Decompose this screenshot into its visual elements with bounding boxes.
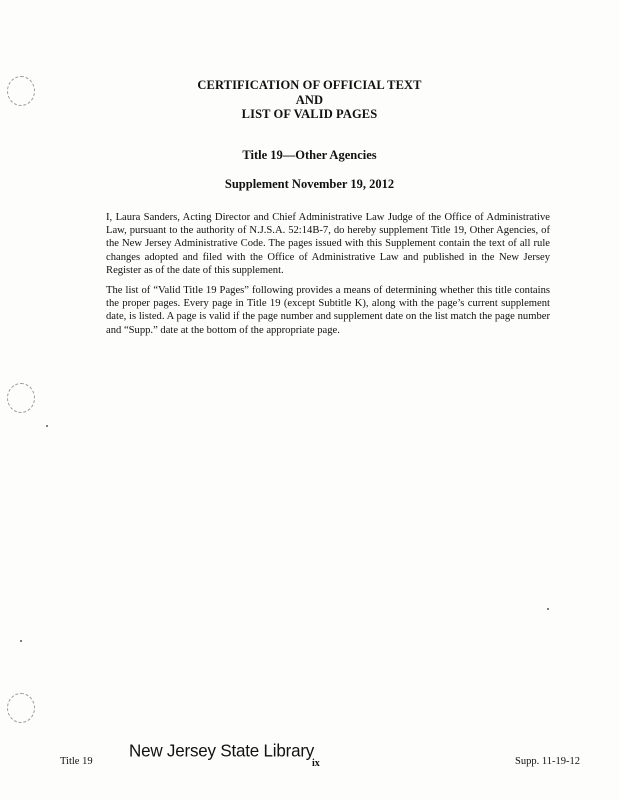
heading-line-1: CERTIFICATION OF OFFICIAL TEXT [197,78,422,92]
page-number: ix [312,758,320,769]
scan-speck [46,425,48,427]
library-stamp: New Jersey State Library [129,741,315,761]
valid-pages-paragraph: The list of “Valid Title 19 Pages” following provides a means of determining whether this title contains the proper pages. Every page in Title 19 (except Subtitle K), along with the page’s current supplement date, is listed. A page is valid if the page number and supplement date on the list match the page number and “Supp.” date at the bottom of the appropriate page. [106,285,550,336]
supplement-date-heading: Supplement November 19, 2012 [224,177,395,191]
heading-line-3: LIST OF VALID PAGES [241,107,378,121]
certification-paragraph: I, Laura Sanders, Acting Director and Chief Administrative Law Judge of the Office of Administrative Law, pursuant to the authority of N.J.S.A. 52:14B-7, do hereby supplement Title 19, Other Agencies, of the New Jersey Administrative Code. The pages issued with this Supplement contain the text of all rule changes adopted and filed with the Office of Administrative Law and published in the New Jersey Register as of the date of this supplement. [106,212,550,276]
scan-speck [547,608,549,610]
binder-punch-hole [7,383,35,413]
heading-line-2: AND [295,92,324,107]
scan-speck [20,640,22,642]
footer-supplement-date: Supp. 11-19-12 [515,756,580,767]
title-subheading: Title 19—Other Agencies [242,148,377,162]
footer-title: Title 19 [60,756,93,767]
certification-heading [0,78,619,122]
binder-punch-hole [7,693,35,723]
